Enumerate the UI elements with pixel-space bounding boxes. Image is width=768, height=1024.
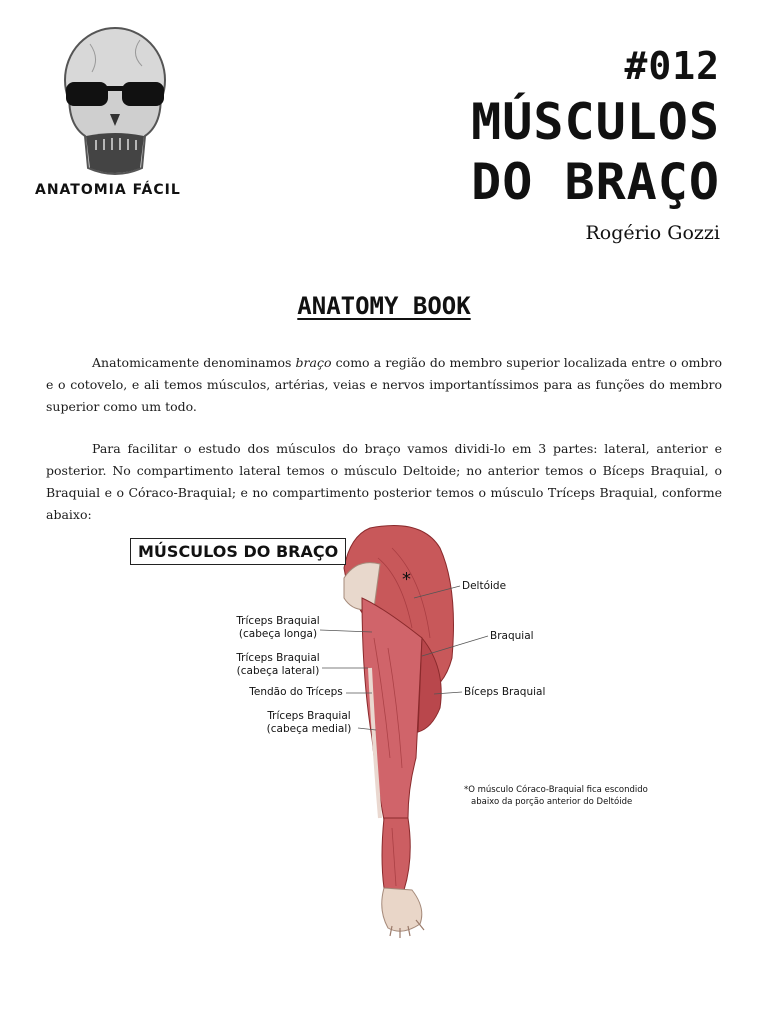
label-braquial: Braquial bbox=[490, 630, 534, 642]
paragraph-intro-after: como a região do membro superior localizada entre o ombro e o cotovelo, e ali temos músculos, artérias, veias e nervos importantíssimos para as funções do membro superior como um todo. bbox=[46, 355, 722, 414]
arm-illustration bbox=[122, 518, 648, 938]
asterisk-mark: * bbox=[402, 569, 411, 590]
skull-logo bbox=[30, 18, 200, 208]
section-heading-text: ANATOMY BOOK bbox=[297, 292, 471, 320]
figure-title: MÚSCULOS DO BRAÇO bbox=[130, 538, 346, 565]
paragraph-intro-emphasis: braço bbox=[295, 355, 332, 370]
logo-text: ANATOMIA FÁCIL bbox=[35, 182, 181, 198]
label-triceps-medial-1: Tríceps Braquial bbox=[267, 710, 351, 722]
arm-muscles-figure bbox=[122, 518, 648, 938]
label-triceps-medial bbox=[262, 710, 356, 736]
label-triceps-lateral-2: (cabeça lateral) bbox=[236, 665, 320, 677]
label-triceps-lateral bbox=[232, 652, 324, 678]
page-title bbox=[471, 92, 720, 212]
figure-note bbox=[464, 784, 648, 808]
label-triceps-lateral-1: Tríceps Braquial bbox=[236, 652, 320, 664]
skull-icon bbox=[30, 18, 200, 188]
label-triceps-longa bbox=[232, 615, 324, 641]
issue-number: #012 bbox=[624, 44, 720, 88]
figure-note-line-2: abaixo da porção anterior do Deltóide bbox=[471, 797, 633, 807]
figure-note-line-1: *O músculo Córaco-Braquial fica escondido bbox=[464, 785, 648, 795]
paragraph-intro-before: Anatomicamente denominamos bbox=[92, 355, 296, 370]
section-heading bbox=[0, 292, 768, 320]
label-tendao: Tendão do Tríceps bbox=[249, 686, 343, 698]
label-triceps-longa-2: (cabeça longa) bbox=[238, 628, 318, 640]
title-line-1: MÚSCULOS bbox=[471, 93, 720, 151]
label-triceps-medial-2: (cabeça medial) bbox=[266, 723, 352, 735]
label-deltoide: Deltóide bbox=[462, 580, 507, 592]
label-triceps-longa-1: Tríceps Braquial bbox=[236, 615, 320, 627]
paragraph-division: Para facilitar o estudo dos músculos do braço vamos dividi-lo em 3 partes: lateral, anterior e posterior. No compartimento lateral temos o músculo Deltoide; no anterior temos o Bíceps Braquial, o Braquial e o Córaco-Braquial; e no compartimento posterior temos o músculo Tríceps Braquial, conforme abaixo: bbox=[46, 441, 722, 522]
title-line-2: DO BRAÇO bbox=[471, 153, 720, 211]
label-biceps: Bíceps Braquial bbox=[464, 686, 546, 698]
author-name: Rogério Gozzi bbox=[585, 222, 720, 244]
paragraph-intro bbox=[46, 352, 722, 418]
